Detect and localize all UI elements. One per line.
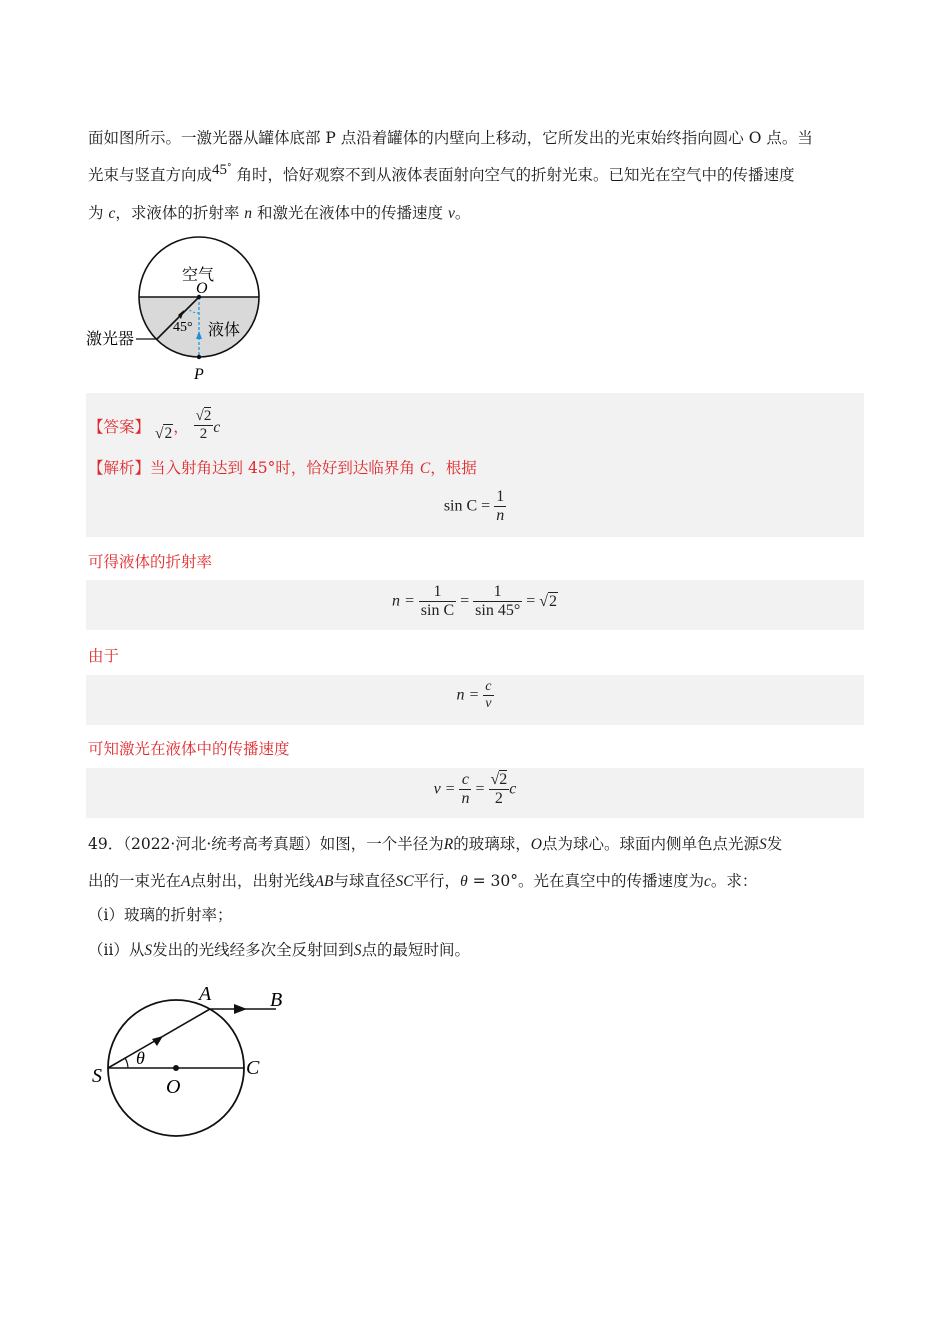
f4-sqrt: 2 bbox=[499, 771, 508, 788]
answer-sqrt-value: 2 bbox=[164, 424, 173, 442]
q49-sub2-S2: S bbox=[353, 942, 362, 959]
ray-arrow-icon-2 bbox=[234, 1004, 247, 1014]
label-O2: O bbox=[166, 1076, 181, 1098]
f4-fraction-1 bbox=[459, 771, 471, 809]
intro-line-3 bbox=[88, 203, 868, 224]
f1-left: sin C = bbox=[443, 497, 491, 515]
f2-sqrt: √2 bbox=[539, 592, 558, 610]
f2-den1: sin C bbox=[420, 602, 455, 620]
q49-text-1b: 的玻璃球， bbox=[453, 835, 531, 853]
answer-fraction: $\frac{√2}{2}$ bbox=[195, 408, 212, 443]
tank-diagram bbox=[84, 235, 274, 385]
f2-sqrt-value: 2 bbox=[549, 592, 558, 610]
f2-eq2: = bbox=[526, 592, 536, 610]
f3-den: v bbox=[485, 696, 492, 712]
analysis-C: C bbox=[419, 460, 431, 477]
label-laser: 激光器 bbox=[86, 331, 135, 348]
theta-arc bbox=[125, 1058, 128, 1068]
formula-n bbox=[0, 583, 950, 621]
f2-fraction-2 bbox=[473, 583, 522, 621]
formula-n-cv bbox=[0, 679, 950, 712]
label-O: O bbox=[196, 280, 208, 297]
q49-line-1 bbox=[88, 834, 868, 855]
q49-sub-2 bbox=[88, 940, 868, 961]
q49-text-2e: = 30°。光在真空中的传播速度为 bbox=[472, 872, 705, 890]
q49-text-2a: 出的一束光在 bbox=[88, 872, 182, 890]
q49-text-2c: 与球直径 bbox=[333, 872, 396, 890]
f3-fraction bbox=[483, 679, 493, 712]
q49-text-2f: 。求： bbox=[710, 872, 758, 890]
f4-fraction-2: $\frac{√2}{2}$ bbox=[490, 771, 508, 808]
f2-eq: = bbox=[460, 592, 470, 610]
q49-R: R bbox=[443, 836, 454, 853]
f1-den: n bbox=[496, 507, 505, 525]
q49-c: c bbox=[704, 873, 711, 890]
var-c: c bbox=[108, 205, 116, 222]
label-angle: 45° bbox=[173, 320, 193, 335]
f2-n: n = bbox=[391, 592, 415, 610]
label-P: P bbox=[194, 366, 204, 383]
label-C: C bbox=[246, 1057, 260, 1079]
answer-sqrt2: √2 bbox=[154, 424, 173, 442]
step3-label: 由于 bbox=[88, 647, 120, 665]
step4-label: 可知激光在液体中的传播速度 bbox=[88, 740, 290, 758]
f2-num2: 1 bbox=[473, 583, 522, 602]
center-O bbox=[173, 1065, 179, 1071]
f3-n: n = bbox=[456, 686, 480, 704]
q49-SC: SC bbox=[395, 873, 414, 890]
var-n: n bbox=[244, 205, 253, 222]
f3-num: c bbox=[483, 679, 493, 696]
analysis-label: 【解析】 bbox=[88, 459, 151, 477]
ray-arrow-icon-1 bbox=[152, 1036, 163, 1046]
q49-text-2d: 平行， bbox=[413, 872, 461, 890]
intro-text-2a: 光束与竖直方向成 bbox=[88, 166, 213, 184]
q49-sub2-c: 点的最短时间。 bbox=[361, 941, 470, 959]
answer-comma: ， bbox=[173, 417, 189, 436]
var-v: v bbox=[447, 205, 455, 222]
q49-sub1-text: （i）玻璃的折射率； bbox=[88, 906, 233, 924]
intro-text-3a: 为 bbox=[88, 204, 104, 222]
q49-text-1d: 发 bbox=[766, 835, 783, 853]
intro-line-1 bbox=[88, 128, 868, 148]
label-A: A bbox=[199, 983, 212, 1005]
q49-text-1a: 49．（2022·河北·统考高考真题）如图，一个半径为 bbox=[88, 835, 444, 853]
step3-text bbox=[88, 646, 868, 666]
intro-text-1: 面如图所示。一激光器从罐体底部 P 点沿着罐体的内壁向上移动，它所发出的光束始终指向圆心 O 点。当 bbox=[88, 129, 813, 147]
f2-num1: 1 bbox=[419, 583, 456, 602]
q49-line-2 bbox=[88, 871, 868, 892]
q49-text-1c: 点为球心。球面内侧单色点光源 bbox=[541, 835, 759, 853]
answer-label: 【答案】 bbox=[88, 417, 151, 436]
formula-sinC bbox=[0, 488, 950, 526]
f4-v: v = bbox=[433, 780, 456, 798]
label-B: B bbox=[270, 989, 283, 1011]
f2-fraction-1 bbox=[419, 583, 456, 621]
answer-den: 2 bbox=[199, 426, 208, 443]
answer-num: 2 bbox=[203, 408, 212, 424]
f2-den2: sin 45° bbox=[475, 602, 521, 620]
f4-den2: 2 bbox=[494, 790, 503, 808]
intro-text-3d: 和激光在液体中的传播速度 bbox=[256, 204, 443, 222]
analysis-line bbox=[88, 458, 868, 479]
f4-eq: = bbox=[475, 780, 485, 798]
q49-sub-1 bbox=[88, 905, 868, 925]
analysis-text: 当入射角达到 45°时，恰好到达临界角 bbox=[150, 459, 415, 477]
intro-text-3e: 。 bbox=[454, 204, 471, 222]
intro-text-3b: ，求液体的折射率 bbox=[115, 204, 240, 222]
intro-text-2b: 角时，恰好观察不到从液体表面射向空气的折射光束。已知光在空气中的传播速度 bbox=[236, 166, 795, 184]
q49-AB: AB bbox=[314, 873, 334, 890]
label-S: S bbox=[92, 1065, 102, 1087]
step4-text bbox=[88, 739, 868, 759]
formula-v bbox=[0, 771, 950, 809]
answer-line bbox=[88, 410, 868, 446]
q49-S: S bbox=[758, 836, 767, 853]
glass-sphere-diagram bbox=[84, 978, 304, 1138]
label-liquid: 液体 bbox=[208, 322, 241, 339]
q49-text-2b: 点射出，出射光线 bbox=[190, 872, 315, 890]
label-air: 空气 bbox=[182, 267, 215, 284]
analysis-tail: ，根据 bbox=[430, 459, 477, 477]
q49-sub2-b: 发出的光线经多次全反射回到 bbox=[152, 941, 354, 959]
intro-line-2: 光束与竖直方向成45° 角时，恰好观察不到从液体表面射向空气的折射光束。已知光在空气中的传播速度 bbox=[88, 162, 795, 184]
answer-c: c bbox=[213, 418, 221, 436]
q49-O: O bbox=[530, 836, 542, 853]
step2-label: 可得液体的折射率 bbox=[88, 553, 213, 571]
f1-num: 1 bbox=[494, 488, 506, 507]
f1-fraction bbox=[494, 488, 506, 526]
f4-num1: c bbox=[459, 771, 471, 790]
point-P bbox=[197, 355, 201, 359]
q49-sub2-a: （ii）从 bbox=[88, 941, 145, 959]
angle-45: 45 bbox=[212, 162, 228, 178]
q49-sub2-S1: S bbox=[144, 942, 153, 959]
label-theta: θ bbox=[136, 1048, 145, 1068]
q49-A: A bbox=[181, 873, 191, 890]
step2-text bbox=[88, 552, 868, 572]
f4-c: c bbox=[509, 780, 517, 798]
q49-theta: θ bbox=[460, 873, 468, 890]
f4-den1: n bbox=[461, 790, 470, 808]
